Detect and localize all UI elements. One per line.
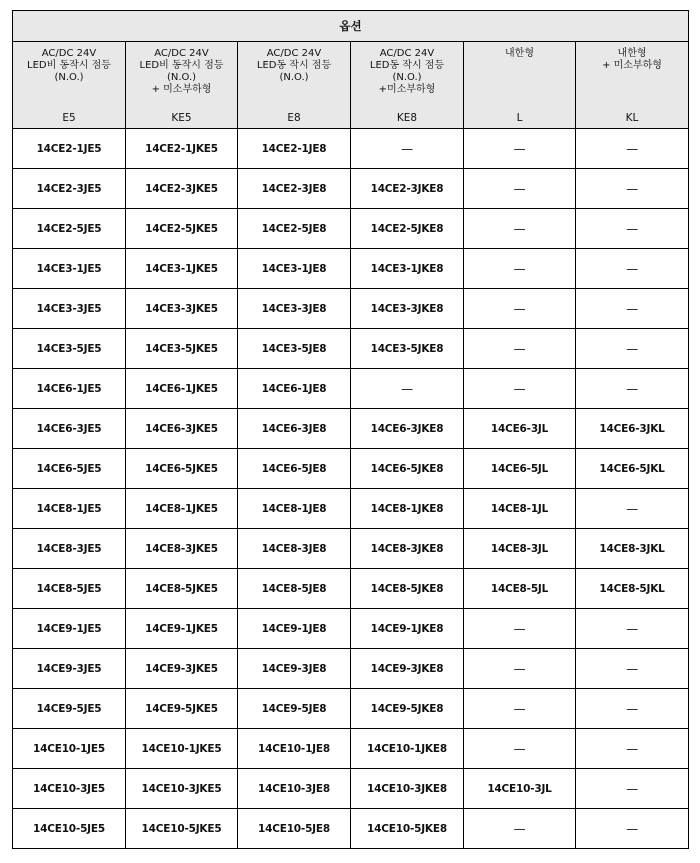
table-cell: 14CE10-5JKE8 bbox=[351, 809, 464, 849]
table-cell: — bbox=[464, 609, 576, 649]
table-cell: — bbox=[464, 209, 576, 249]
column-header-label: 내한형 bbox=[617, 48, 647, 59]
table-cell: 14CE9-1JE8 bbox=[238, 609, 351, 649]
table-cell: — bbox=[576, 209, 689, 249]
column-header-label: AC/DC 24V LED비 동작시 점등 (N.O.) bbox=[139, 48, 224, 83]
table-cell: 14CE10-3JKE5 bbox=[126, 769, 238, 809]
table-cell: 14CE8-3JKE5 bbox=[126, 529, 238, 569]
table-cell: 14CE8-1JL bbox=[464, 489, 576, 529]
column-header-label: AC/DC 24V LED동 작시 점등 (N.O.) bbox=[369, 48, 445, 83]
table-cell: — bbox=[576, 729, 689, 769]
table-row bbox=[13, 649, 689, 689]
column-header-code: L bbox=[516, 112, 523, 124]
table-row bbox=[13, 369, 689, 409]
table-cell: 14CE3-1JE5 bbox=[13, 249, 126, 289]
table-row bbox=[13, 769, 689, 809]
table-cell: 14CE8-3JE5 bbox=[13, 529, 126, 569]
table-cell: 14CE3-3JKE5 bbox=[126, 289, 238, 329]
table-cell: 14CE10-1JKE8 bbox=[351, 729, 464, 769]
table-cell: 14CE2-3JKE5 bbox=[126, 169, 238, 209]
table-cell: 14CE6-3JKE8 bbox=[351, 409, 464, 449]
table-cell: 14CE9-5JE5 bbox=[13, 689, 126, 729]
column-header bbox=[126, 42, 238, 129]
table-row bbox=[13, 489, 689, 529]
column-header-sublabel: +미소부하형 bbox=[378, 84, 436, 95]
table-cell: 14CE3-5JE8 bbox=[238, 329, 351, 369]
table-cell: 14CE2-5JE8 bbox=[238, 209, 351, 249]
table-cell: 14CE6-3JE8 bbox=[238, 409, 351, 449]
column-header-label: AC/DC 24V LED동 작시 점등 (N.O.) bbox=[256, 48, 332, 83]
table-cell: 14CE9-5JE8 bbox=[238, 689, 351, 729]
table-cell: 14CE3-5JE5 bbox=[13, 329, 126, 369]
table-cell: 14CE6-5JE8 bbox=[238, 449, 351, 489]
table-cell: 14CE9-1JKE8 bbox=[351, 609, 464, 649]
table-cell: 14CE3-3JKE8 bbox=[351, 289, 464, 329]
table-row bbox=[13, 289, 689, 329]
table-row bbox=[13, 529, 689, 569]
table-row bbox=[13, 249, 689, 289]
column-header-code: E8 bbox=[287, 112, 301, 124]
table-cell: 14CE10-5JE5 bbox=[13, 809, 126, 849]
table-cell: 14CE6-5JKL bbox=[576, 449, 689, 489]
table-cell: 14CE10-5JKE5 bbox=[126, 809, 238, 849]
table-row bbox=[13, 409, 689, 449]
table-cell: 14CE9-3JKE8 bbox=[351, 649, 464, 689]
table-cell: 14CE9-3JE8 bbox=[238, 649, 351, 689]
table-cell: — bbox=[464, 649, 576, 689]
table-title: 옵션 bbox=[13, 11, 689, 42]
table-cell: 14CE8-5JE8 bbox=[238, 569, 351, 609]
table-cell: 14CE8-5JKE5 bbox=[126, 569, 238, 609]
table-row bbox=[13, 329, 689, 369]
options-table bbox=[12, 10, 689, 849]
table-cell: 14CE10-3JL bbox=[464, 769, 576, 809]
table-cell: 14CE10-3JKE8 bbox=[351, 769, 464, 809]
table-cell: 14CE6-3JKE5 bbox=[126, 409, 238, 449]
table-cell: 14CE10-1JKE5 bbox=[126, 729, 238, 769]
table-row bbox=[13, 809, 689, 849]
table-cell: 14CE9-3JE5 bbox=[13, 649, 126, 689]
table-cell: 14CE2-1JKE5 bbox=[126, 129, 238, 169]
table-cell: 14CE2-3JE8 bbox=[238, 169, 351, 209]
table-cell: — bbox=[576, 609, 689, 649]
table-cell: — bbox=[464, 329, 576, 369]
table-cell: 14CE3-1JKE5 bbox=[126, 249, 238, 289]
table-cell: 14CE2-3JE5 bbox=[13, 169, 126, 209]
table-cell: 14CE6-3JE5 bbox=[13, 409, 126, 449]
table-cell: 14CE10-5JE8 bbox=[238, 809, 351, 849]
table-row bbox=[13, 169, 689, 209]
column-header bbox=[576, 42, 689, 129]
table-cell: 14CE10-1JE5 bbox=[13, 729, 126, 769]
column-header-sublabel: + 미소부하형 bbox=[602, 60, 662, 71]
table-row bbox=[13, 689, 689, 729]
table-cell: 14CE3-3JE8 bbox=[238, 289, 351, 329]
table-cell: 14CE6-1JE5 bbox=[13, 369, 126, 409]
table-cell: 14CE9-1JKE5 bbox=[126, 609, 238, 649]
table-cell: 14CE9-5JKE5 bbox=[126, 689, 238, 729]
table-cell: — bbox=[464, 129, 576, 169]
table-cell: 14CE8-1JE5 bbox=[13, 489, 126, 529]
column-header bbox=[13, 42, 126, 129]
table-cell: — bbox=[464, 369, 576, 409]
table-cell: 14CE3-5JKE5 bbox=[126, 329, 238, 369]
table-cell: 14CE6-5JE5 bbox=[13, 449, 126, 489]
table-cell: 14CE8-1JKE8 bbox=[351, 489, 464, 529]
table-cell: — bbox=[576, 289, 689, 329]
table-cell: 14CE2-1JE8 bbox=[238, 129, 351, 169]
table-cell: 14CE9-3JKE5 bbox=[126, 649, 238, 689]
table-cell: 14CE9-5JKE8 bbox=[351, 689, 464, 729]
table-cell: 14CE2-1JE5 bbox=[13, 129, 126, 169]
table-cell: 14CE8-5JKE8 bbox=[351, 569, 464, 609]
table-row bbox=[13, 569, 689, 609]
table-cell: 14CE2-5JE5 bbox=[13, 209, 126, 249]
table-cell: 14CE8-3JKE8 bbox=[351, 529, 464, 569]
table-cell: — bbox=[576, 249, 689, 289]
table-cell: — bbox=[576, 169, 689, 209]
table-cell: — bbox=[576, 649, 689, 689]
table-cell: 14CE6-5JL bbox=[464, 449, 576, 489]
table-cell: — bbox=[576, 809, 689, 849]
table-cell: — bbox=[464, 689, 576, 729]
column-header-code: KE5 bbox=[171, 112, 192, 124]
table-cell: — bbox=[576, 769, 689, 809]
column-header bbox=[464, 42, 576, 129]
table-row bbox=[13, 209, 689, 249]
options-table-container bbox=[12, 10, 688, 849]
table-cell: 14CE8-1JE8 bbox=[238, 489, 351, 529]
table-cell: — bbox=[464, 169, 576, 209]
table-cell: — bbox=[351, 369, 464, 409]
column-header-row bbox=[13, 42, 689, 129]
column-header-sublabel: + 미소부하형 bbox=[151, 84, 212, 95]
table-cell: — bbox=[464, 289, 576, 329]
table-cell: — bbox=[464, 249, 576, 289]
table-cell: 14CE10-1JE8 bbox=[238, 729, 351, 769]
table-cell: 14CE2-3JKE8 bbox=[351, 169, 464, 209]
table-row bbox=[13, 609, 689, 649]
table-cell: 14CE8-5JE5 bbox=[13, 569, 126, 609]
table-cell: 14CE8-5JL bbox=[464, 569, 576, 609]
table-cell: 14CE3-3JE5 bbox=[13, 289, 126, 329]
table-cell: — bbox=[576, 689, 689, 729]
table-cell: 14CE6-1JKE5 bbox=[126, 369, 238, 409]
table-cell: 14CE8-3JL bbox=[464, 529, 576, 569]
table-cell: 14CE2-5JKE8 bbox=[351, 209, 464, 249]
table-cell: 14CE8-1JKE5 bbox=[126, 489, 238, 529]
table-row bbox=[13, 729, 689, 769]
table-cell: 14CE6-5JKE5 bbox=[126, 449, 238, 489]
table-title-row bbox=[13, 11, 689, 42]
table-cell: 14CE8-3JKL bbox=[576, 529, 689, 569]
table-cell: 14CE10-3JE5 bbox=[13, 769, 126, 809]
column-header-label: 내한형 bbox=[505, 48, 534, 59]
table-cell: 14CE3-1JKE8 bbox=[351, 249, 464, 289]
table-cell: 14CE8-3JE8 bbox=[238, 529, 351, 569]
table-cell: — bbox=[464, 809, 576, 849]
table-cell: — bbox=[464, 729, 576, 769]
column-header bbox=[238, 42, 351, 129]
table-cell: 14CE6-3JL bbox=[464, 409, 576, 449]
table-cell: 14CE3-1JE8 bbox=[238, 249, 351, 289]
table-body bbox=[13, 129, 689, 849]
column-header-label: AC/DC 24V LED비 동작시 점등 (N.O.) bbox=[27, 48, 111, 83]
column-header-code: E5 bbox=[62, 112, 76, 124]
table-cell: — bbox=[576, 489, 689, 529]
table-row bbox=[13, 449, 689, 489]
table-cell: 14CE6-3JKL bbox=[576, 409, 689, 449]
column-header bbox=[351, 42, 464, 129]
table-cell: 14CE8-5JKL bbox=[576, 569, 689, 609]
table-cell: 14CE9-1JE5 bbox=[13, 609, 126, 649]
table-cell: 14CE3-5JKE8 bbox=[351, 329, 464, 369]
table-row bbox=[13, 129, 689, 169]
table-cell: — bbox=[576, 369, 689, 409]
table-cell: — bbox=[351, 129, 464, 169]
table-cell: — bbox=[576, 129, 689, 169]
column-header-code: KL bbox=[625, 112, 639, 124]
table-cell: 14CE6-5JKE8 bbox=[351, 449, 464, 489]
table-cell: — bbox=[576, 329, 689, 369]
table-cell: 14CE6-1JE8 bbox=[238, 369, 351, 409]
column-header-code: KE8 bbox=[396, 112, 418, 124]
table-cell: 14CE2-5JKE5 bbox=[126, 209, 238, 249]
table-cell: 14CE10-3JE8 bbox=[238, 769, 351, 809]
